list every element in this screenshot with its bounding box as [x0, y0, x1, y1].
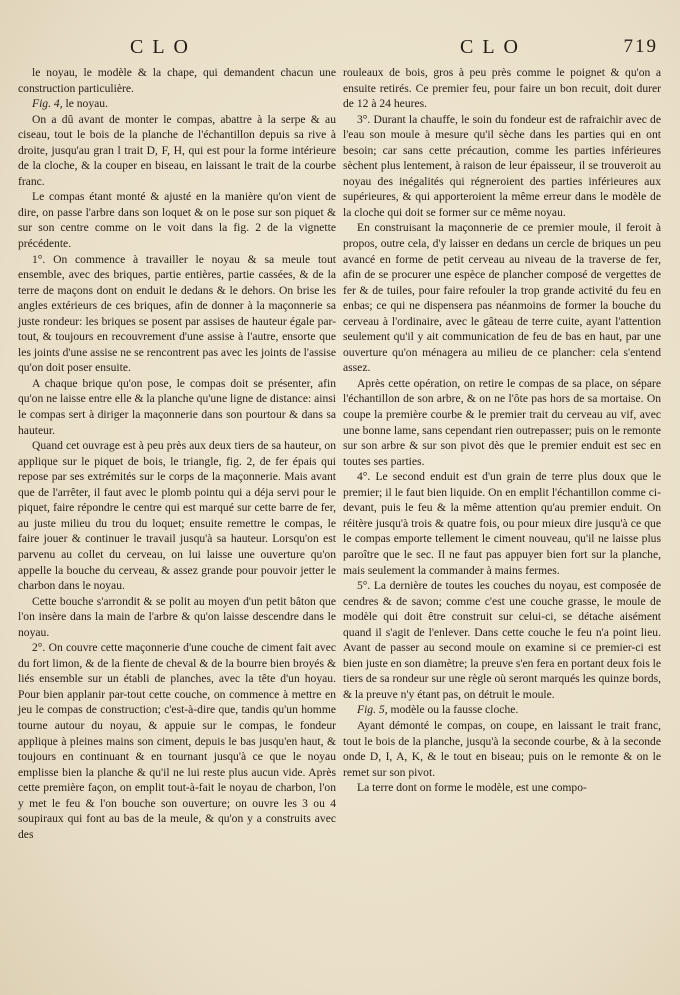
body-paragraph: le noyau, le modèle & la chape, qui demandent chacun une construction particulière.	[18, 66, 336, 95]
page-number: 719	[623, 36, 658, 57]
body-paragraph: En construisant la maçonnerie de ce premier moule, il feroit à propos, outre cela, d'y laisser en dedans un cercle de briques un peu avancé en forme de petit cerveau au niveau de la traverse de fer, afin de se procurer une espèce de plancher composé de vergettes de fer & de tuiles, pour faire refouler la trop grande activité du feu en enbas; ce qui ne dispensera pas néanmoins de former la bouche du cerveau à l'ordinaire, avec le gâteau de terre cuite, ayant l'attention seulement qu'il y ait communication de feu de bas en haut, par une ouverture qu'on ménagera au milieu de ce plancher: cela s'entend assez.	[343, 221, 661, 375]
figure-label: Fig. 5,	[357, 703, 388, 717]
left-column	[18, 65, 336, 842]
running-head-left: CLO	[130, 36, 197, 58]
figure-caption	[343, 702, 661, 718]
body-paragraph: 5°. La dernière de toutes les couches du noyau, est composée de cendres & de savon; comme c'est une couche grasse, le moule de modèle qui doit être construit sur celui-ci, se détache aisément quand il s'agit de l'enlever. Dans cette couche le feu n'a point lieu. Avant de passer au second moule on examine si ce premier-ci est bien juste en son diamètre; la preuve s'en fera en portant deux fois le tiers de sa rondeur sur une règle où seront marqués les quinze bords, & la preuve n'y étant pas, on détruit le moule.	[343, 579, 661, 701]
running-header	[0, 36, 680, 62]
figure-caption-text: modèle ou la fausse cloche.	[387, 703, 519, 717]
body-paragraph: Le compas étant monté & ajusté en la manière qu'on vient de dire, on passe l'arbre dans son loquet & on le pose sur son piquet & sur son centre comme on le voit dans la fig. 2 de la vignette précédente.	[18, 190, 336, 251]
body-paragraph: Quand cet ouvrage est à peu près aux deux tiers de sa hauteur, on applique sur le piquet de bois, le triangle, fig. 2, de fer épais qui repose par ses extrémités sur le corps de la maçonnerie. Mais avant que de l'arrêter, il faut avec le plomb pointu qui a déja servi pour le piquet, faire répondre le centre qui est marqué sur cette barre de fer, au juste milieu du trou du loquet; ensuite remettre le compas, le faire jouer & continuer le travail jusqu'à sa hauteur. Lorsqu'on est parvenu au collet du cerveau, on lui laisse une ouverture qu'on appelle la bouche du cerveau, & assez grande pour pouvoir jetter le charbon dans le noyau.	[18, 439, 336, 593]
body-paragraph: La terre dont on forme le modèle, est une compo-	[357, 781, 587, 795]
body-paragraph: rouleaux de bois, gros à peu près comme le poignet & qu'on a ensuite retirés. Ce premier feu, pour faire un bon recuit, doit durer de 12 à 24 heures.	[343, 66, 661, 111]
body-paragraph: On a dû avant de monter le compas, abattre à la serpe & au ciseau, tout le bois de la planche de l'échantillon depuis sa rive à droite, jusqu'au gran l trait D, F, H, qui est pour la forme intérieure de la cloche, & la couper en biseau, en laissant le trait de la courbe franc.	[18, 112, 336, 188]
body-paragraph: Après cette opération, on retire le compas de sa place, on sépare l'échantillon de son arbre, & on ne l'ôte pas hors de sa mortaise. On coupe la première courbe & le premier trait du cerveau au vif, avec une bonne lame, sans cependant rien outrepasser; puis on le remonte sur son arbre & sur son pivot dès que le premier enduit est sec en toutes ses parties.	[343, 376, 661, 468]
figure-caption-text: le noyau.	[62, 97, 108, 111]
running-head-right: CLO	[460, 36, 527, 58]
figure-label: Fig. 4,	[32, 97, 63, 111]
right-column	[343, 65, 661, 796]
body-paragraph: A chaque brique qu'on pose, le compas doit se présenter, afin qu'on ne laisse entre elle & la planche qu'une ligne de distance: ainsi le compas sert à diriger la maçonnerie dans son pourtour & dans sa hauteur.	[18, 376, 336, 437]
body-paragraph: 3°. Durant la chauffe, le soin du fondeur est de rafraichir avec de l'eau son moule à mesure qu'il sèche dans les parties qui en ont besoin; car sans cette précaution, comme les parties inférieures sèchent plus lentement, à raison de leur épaisseur, il se trouveroit au noyau des inégalités qui régneroient des parties inférieures aux supérieures, & qui apporteroient la même erreur dans le modèle de la cloche qui doit se former sur ce même noyau.	[343, 112, 661, 219]
body-paragraph: 1°. On commence à travailler le noyau & sa meule tout ensemble, avec des briques, partie entières, partie cassées, & de la terre de maçons dont on enduit le dedans & le dehors. On brise les angles extérieurs de ces briques, afin de donner à la maçonnerie sa juste rondeur: les briques se posent par assises de hauteur égale par-tout, & toujours en recouvrement d'une assise à l'autre, ensorte que les joints d'une assise ne se rencontrent pas avec les joints de l'assise qu'on doit poser ensuite.	[18, 252, 336, 375]
body-paragraph: Ayant démonté le compas, on coupe, en laissant le trait franc, tout le bois de la planche, jusqu'à la seconde courbe, & à la seconde onde D, I, A, K, & le tout en biseau; puis on le remonte & on le remet sur son pivot.	[343, 718, 661, 779]
body-paragraph: 4°. Le second enduit est d'un grain de terre plus doux que le premier; il le faut bien liquide. On en emplit l'échantillon comme ci-devant, puis le feu & la même attention qu'au premier enduit. On réitère jusqu'à trois & quatre fois, ou pour mieux dire jusqu'à ce que le compas emporte tellement le ciment nouveau, qu'il ne laisse plus paroître que le sec. Il ne faut pas appuyer bien fort sur la planche, mais seulement la commander à mains fermes.	[343, 470, 661, 577]
body-paragraph: 2°. On couvre cette maçonnerie d'une couche de ciment fait avec du fort limon, & de la fiente de cheval & de la bourre bien broyés & liés ensemble sur un établi de planches, avec la tête d'un hoyau. Pour bien applanir par-tout cette couche, on commence à mettre en jeu le compas de construction; c'est-à-dire que, tandis qu'un homme tourne autour du noyau, & appuie sur le compas, le fondeur applique à pleines mains son ciment, depuis le bas jusqu'en haut, & toujours en continuant & en tournant jusqu'à ce que le noyau emplisse bien la planche & qu'il ne lui reste plus aucun vide. Après cette première façon, on emplit tout-à-fait le noyau de charbon, l'on y met le feu & l'on bouche son ouverture; on ouvre les 3 ou 4 soupiraux qui font au bas de la meule, & qu'on y a construits avec des	[18, 641, 336, 841]
figure-caption	[18, 96, 336, 112]
body-paragraph: Cette bouche s'arrondit & se polit au moyen d'un petit bâton que l'on insère dans la main de l'arbre & qu'on laisse descendre dans le noyau.	[18, 594, 336, 639]
